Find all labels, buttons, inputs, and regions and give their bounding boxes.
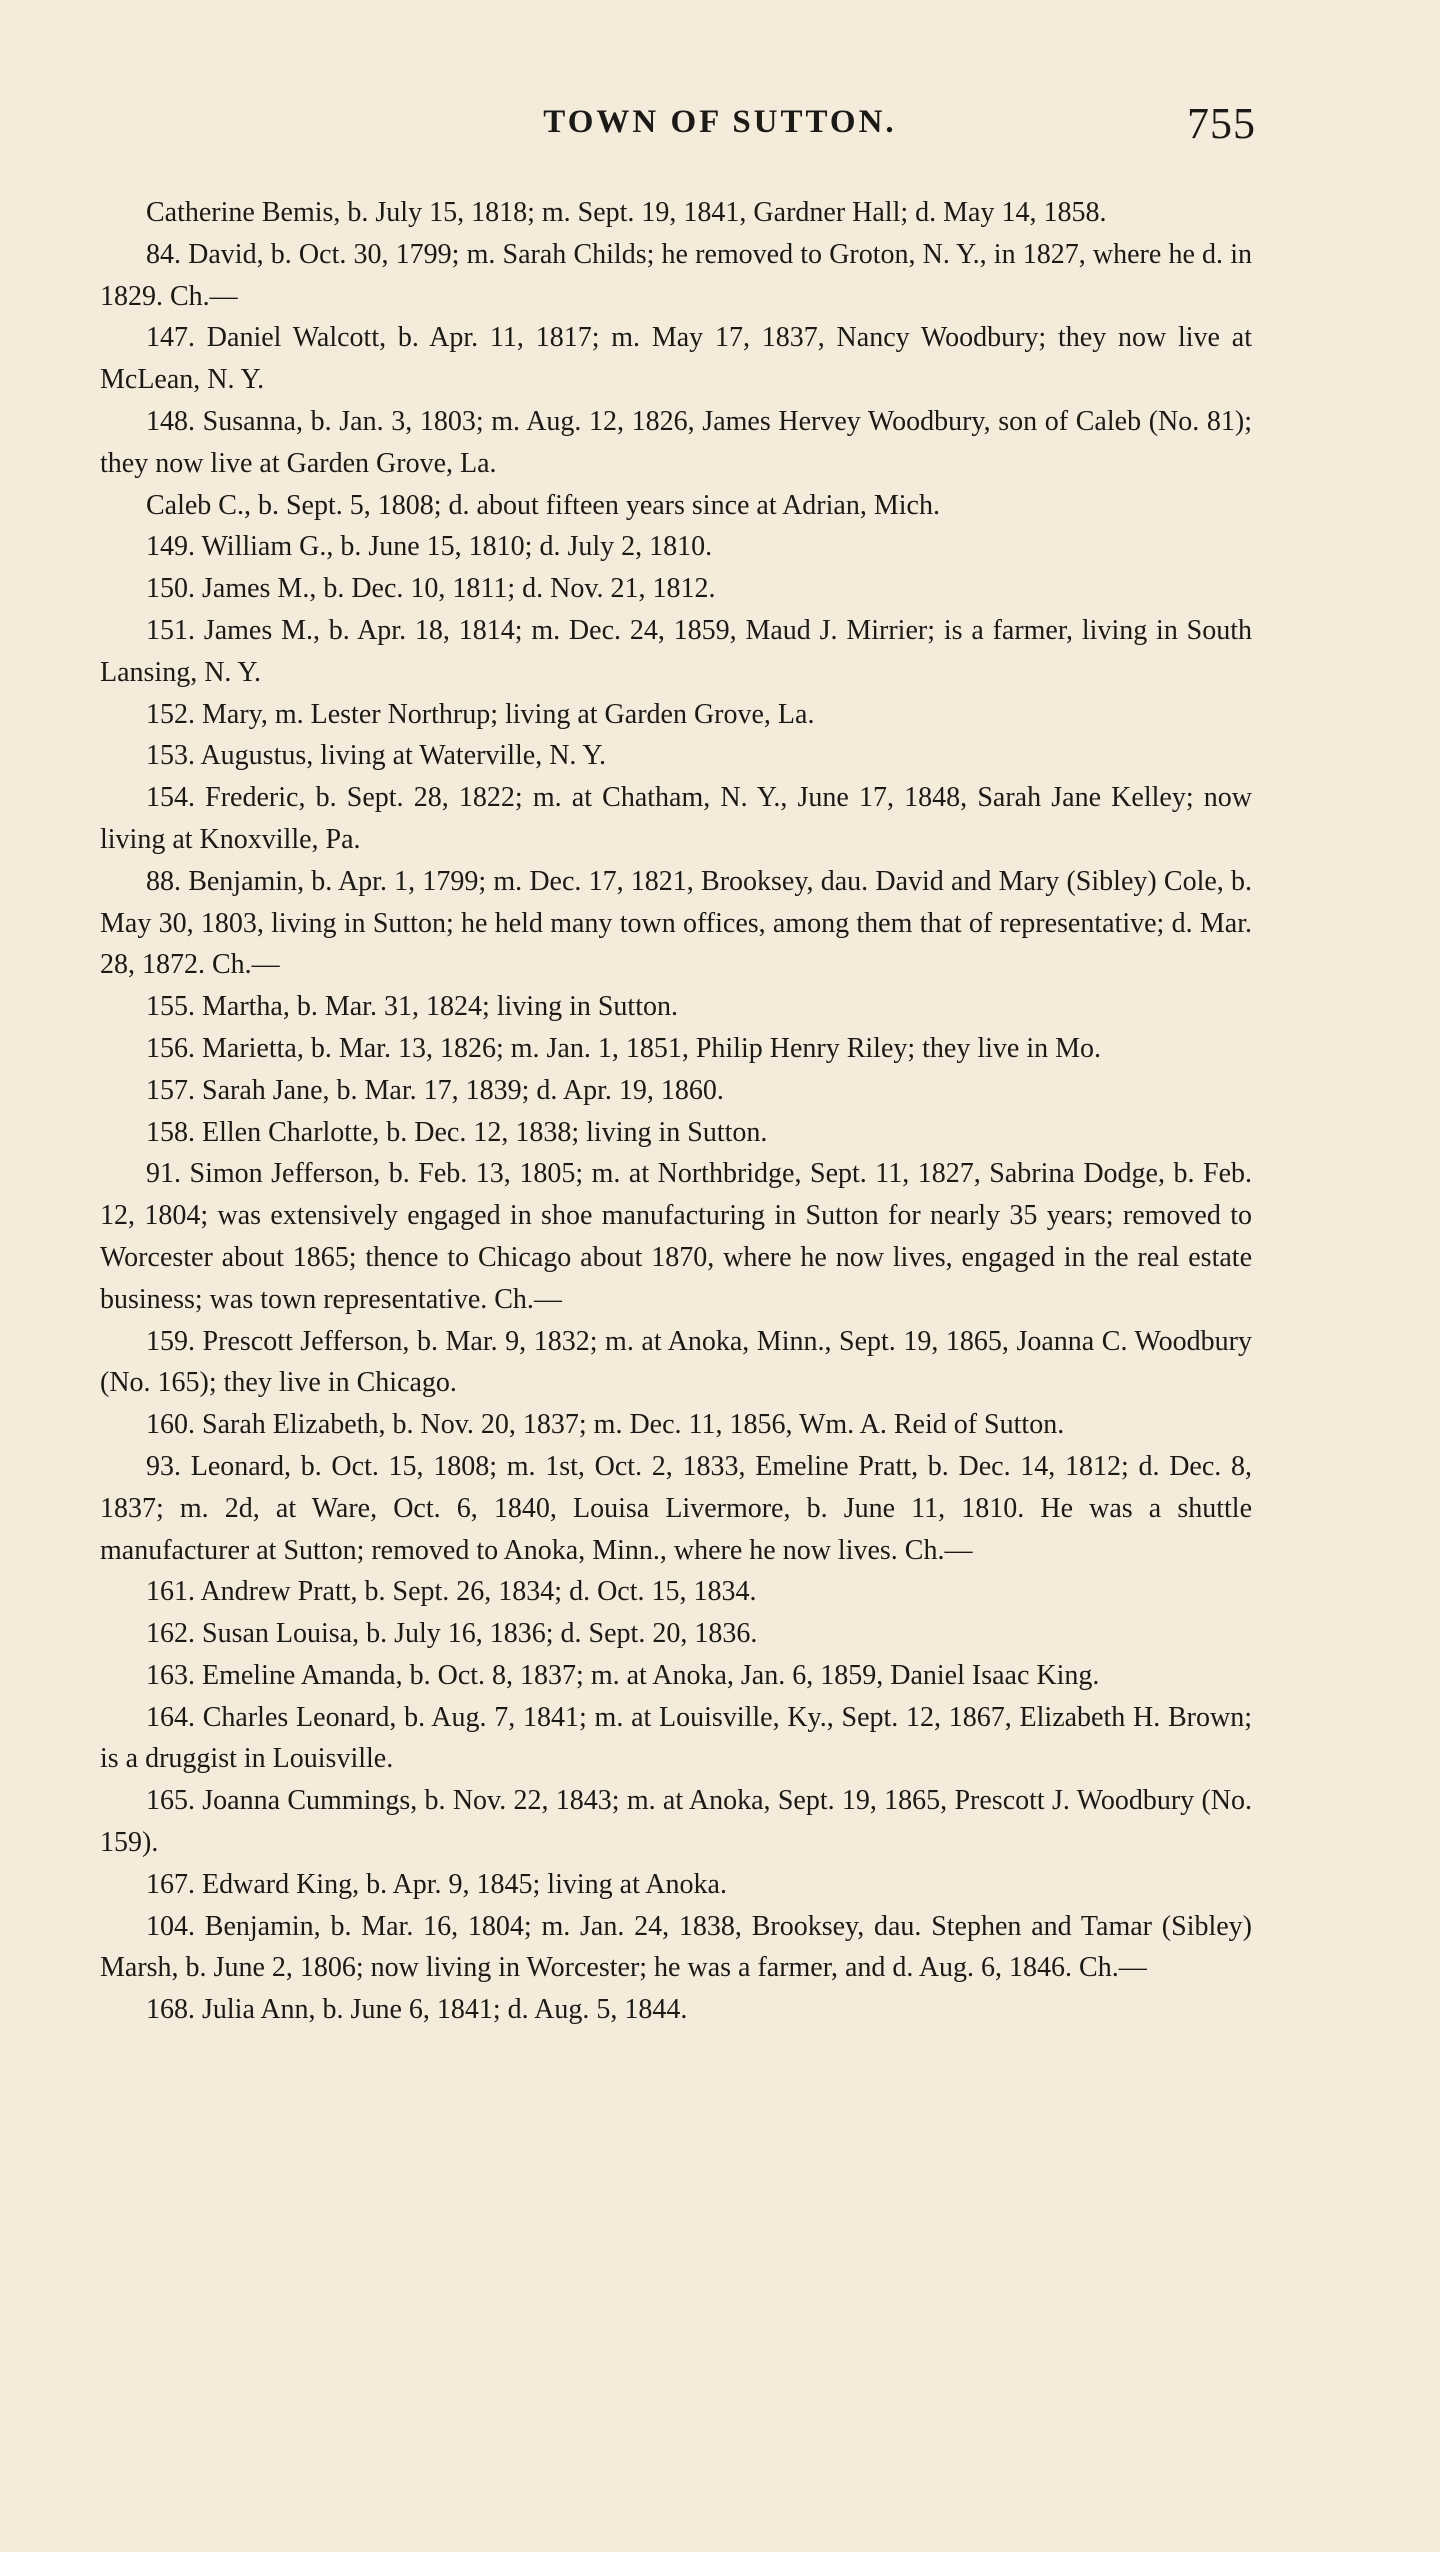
paragraph — [100, 568, 1252, 610]
paragraph — [100, 317, 1252, 401]
paragraph-text: 156. Marietta, b. Mar. 13, 1826; m. Jan. 1, 1851, Philip Henry Riley; they live in Mo. — [146, 1032, 1102, 1064]
paragraph — [100, 610, 1252, 694]
paragraph-text: 163. Emeline Amanda, b. Oct. 8, 1837; m. at Anoka, Jan. 6, 1859, Daniel Isaac King. — [146, 1659, 1100, 1691]
genealogy-text — [100, 192, 1252, 2031]
paragraph — [100, 192, 1252, 234]
paragraph — [100, 1153, 1252, 1320]
paragraph-text: 104. Benjamin, b. Mar. 16, 1804; m. Jan. 24, 1838, Brooksey, dau. Stephen and Tamar (Sibley) Marsh, b. June 2, 1806; now living in Worcester; he was a farmer, and d. Aug. 6, 1846. Ch.— — [100, 1910, 1252, 1984]
paragraph — [100, 1780, 1252, 1864]
paragraph — [100, 1321, 1252, 1405]
paragraph — [100, 1404, 1252, 1446]
paragraph-text: 151. James M., b. Apr. 18, 1814; m. Dec. 24, 1859, Maud J. Mirrier; is a farmer, living in South Lansing, N. Y. — [100, 614, 1252, 688]
paragraph — [100, 1864, 1252, 1906]
paragraph-text: 150. James M., b. Dec. 10, 1811; d. Nov. 21, 1812. — [146, 573, 716, 605]
paragraph-text: 162. Susan Louisa, b. July 16, 1836; d. Sept. 20, 1836. — [146, 1618, 758, 1650]
paragraph-text: 158. Ellen Charlotte, b. Dec. 12, 1838; living in Sutton. — [146, 1116, 768, 1148]
paragraph-text: 160. Sarah Elizabeth, b. Nov. 20, 1837; m. Dec. 11, 1856, Wm. A. Reid of Sutton. — [146, 1409, 1065, 1441]
paragraph-text: 91. Simon Jefferson, b. Feb. 13, 1805; m. at Northbridge, Sept. 11, 1827, Sabrina Dodge, b. Feb. 12, 1804; was extensively engaged in shoe manufacturing in Sutton for nearly 35 years; removed to Worcester about 1865; thence to Chicago about 1870, where he now lives, engaged in the real estate business; was town representative. Ch.— — [100, 1158, 1252, 1315]
paragraph — [100, 735, 1252, 777]
paragraph-text: 153. Augustus, living at Waterville, N. Y. — [146, 740, 606, 772]
paragraph — [100, 1070, 1252, 1112]
paragraph — [100, 1112, 1252, 1154]
paragraph-text: 167. Edward King, b. Apr. 9, 1845; living at Anoka. — [146, 1868, 727, 1900]
paragraph-text: 159. Prescott Jefferson, b. Mar. 9, 1832; m. at Anoka, Minn., Sept. 19, 1865, Joanna C. Woodbury (No. 165); they live in Chicago. — [100, 1325, 1252, 1399]
page-number: 755 — [1187, 99, 1256, 148]
paragraph-text: 88. Benjamin, b. Apr. 1, 1799; m. Dec. 17, 1821, Brooksey, dau. David and Mary (Sibley) Cole, b. May 30, 1803, living in Sutton; he held many town offices, among them that of representative; d. Mar. 28, 1872. Ch.— — [100, 865, 1252, 981]
paragraph — [100, 401, 1252, 485]
paragraph-text: 157. Sarah Jane, b. Mar. 17, 1839; d. Apr. 19, 1860. — [146, 1074, 724, 1106]
paragraph — [100, 1446, 1252, 1571]
paragraph — [100, 1613, 1252, 1655]
paragraph-text: 152. Mary, m. Lester Northrup; living at Garden Grove, La. — [146, 698, 815, 730]
paragraph — [100, 861, 1252, 986]
paragraph-text: 155. Martha, b. Mar. 31, 1824; living in Sutton. — [146, 991, 678, 1023]
page-title: TOWN OF SUTTON. — [543, 104, 897, 140]
paragraph-text: 164. Charles Leonard, b. Aug. 7, 1841; m. at Louisville, Ky., Sept. 12, 1867, Elizabeth H. Brown; is a druggist in Louisville. — [100, 1701, 1252, 1775]
paragraph — [100, 1906, 1252, 1990]
paragraph-text: Caleb C., b. Sept. 5, 1808; d. about fifteen years since at Adrian, Mich. — [146, 489, 940, 521]
paragraph — [100, 694, 1252, 736]
paragraph — [100, 234, 1252, 318]
paragraph-text: 149. William G., b. June 15, 1810; d. July 2, 1810. — [146, 531, 713, 563]
paragraph — [100, 1571, 1252, 1613]
paragraph — [100, 1655, 1252, 1697]
paragraph — [100, 777, 1252, 861]
paragraph-text: 165. Joanna Cummings, b. Nov. 22, 1843; m. at Anoka, Sept. 19, 1865, Prescott J. Woodbury (No. 159). — [100, 1785, 1252, 1859]
paragraph-text: 148. Susanna, b. Jan. 3, 1803; m. Aug. 12, 1826, James Hervey Woodbury, son of Caleb (No. 81); they now live at Garden Grove, La. — [100, 405, 1252, 479]
paragraph — [100, 1989, 1252, 2031]
paragraph — [100, 1697, 1252, 1781]
paragraph-text: Catherine Bemis, b. July 15, 1818; m. Sept. 19, 1841, Gardner Hall; d. May 14, 1858. — [146, 197, 1107, 228]
paragraph-text: 154. Frederic, b. Sept. 28, 1822; m. at Chatham, N. Y., June 17, 1848, Sarah Jane Kelley; now living at Knoxville, Pa. — [100, 782, 1252, 855]
paragraph — [100, 526, 1252, 568]
paragraph-text: 147. Daniel Walcott, b. Apr. 11, 1817; m. May 17, 1837, Nancy Woodbury; they now live at McLean, N. Y. — [100, 322, 1252, 396]
paragraph-text: 161. Andrew Pratt, b. Sept. 26, 1834; d. Oct. 15, 1834. — [146, 1576, 757, 1608]
paragraph-text: 84. David, b. Oct. 30, 1799; m. Sarah Childs; he removed to Groton, N. Y., in 1827, where he d. in 1829. Ch.— — [100, 238, 1252, 312]
paragraph — [100, 485, 1252, 527]
paragraph-text: 93. Leonard, b. Oct. 15, 1808; m. 1st, Oct. 2, 1833, Emeline Pratt, b. Dec. 14, 1812; d. Dec. 8, 1837; m. 2d, at Ware, Oct. 6, 1840, Louisa Livermore, b. June 11, 1810. He was a shuttle manufacturer at Sutton; removed to Anoka, Minn., where he now lives. Ch.— — [100, 1450, 1252, 1566]
running-head — [0, 98, 1440, 158]
paragraph — [100, 986, 1252, 1028]
paragraph — [100, 1028, 1252, 1070]
paragraph-text: 168. Julia Ann, b. June 6, 1841; d. Aug. 5, 1844. — [146, 1994, 688, 2026]
